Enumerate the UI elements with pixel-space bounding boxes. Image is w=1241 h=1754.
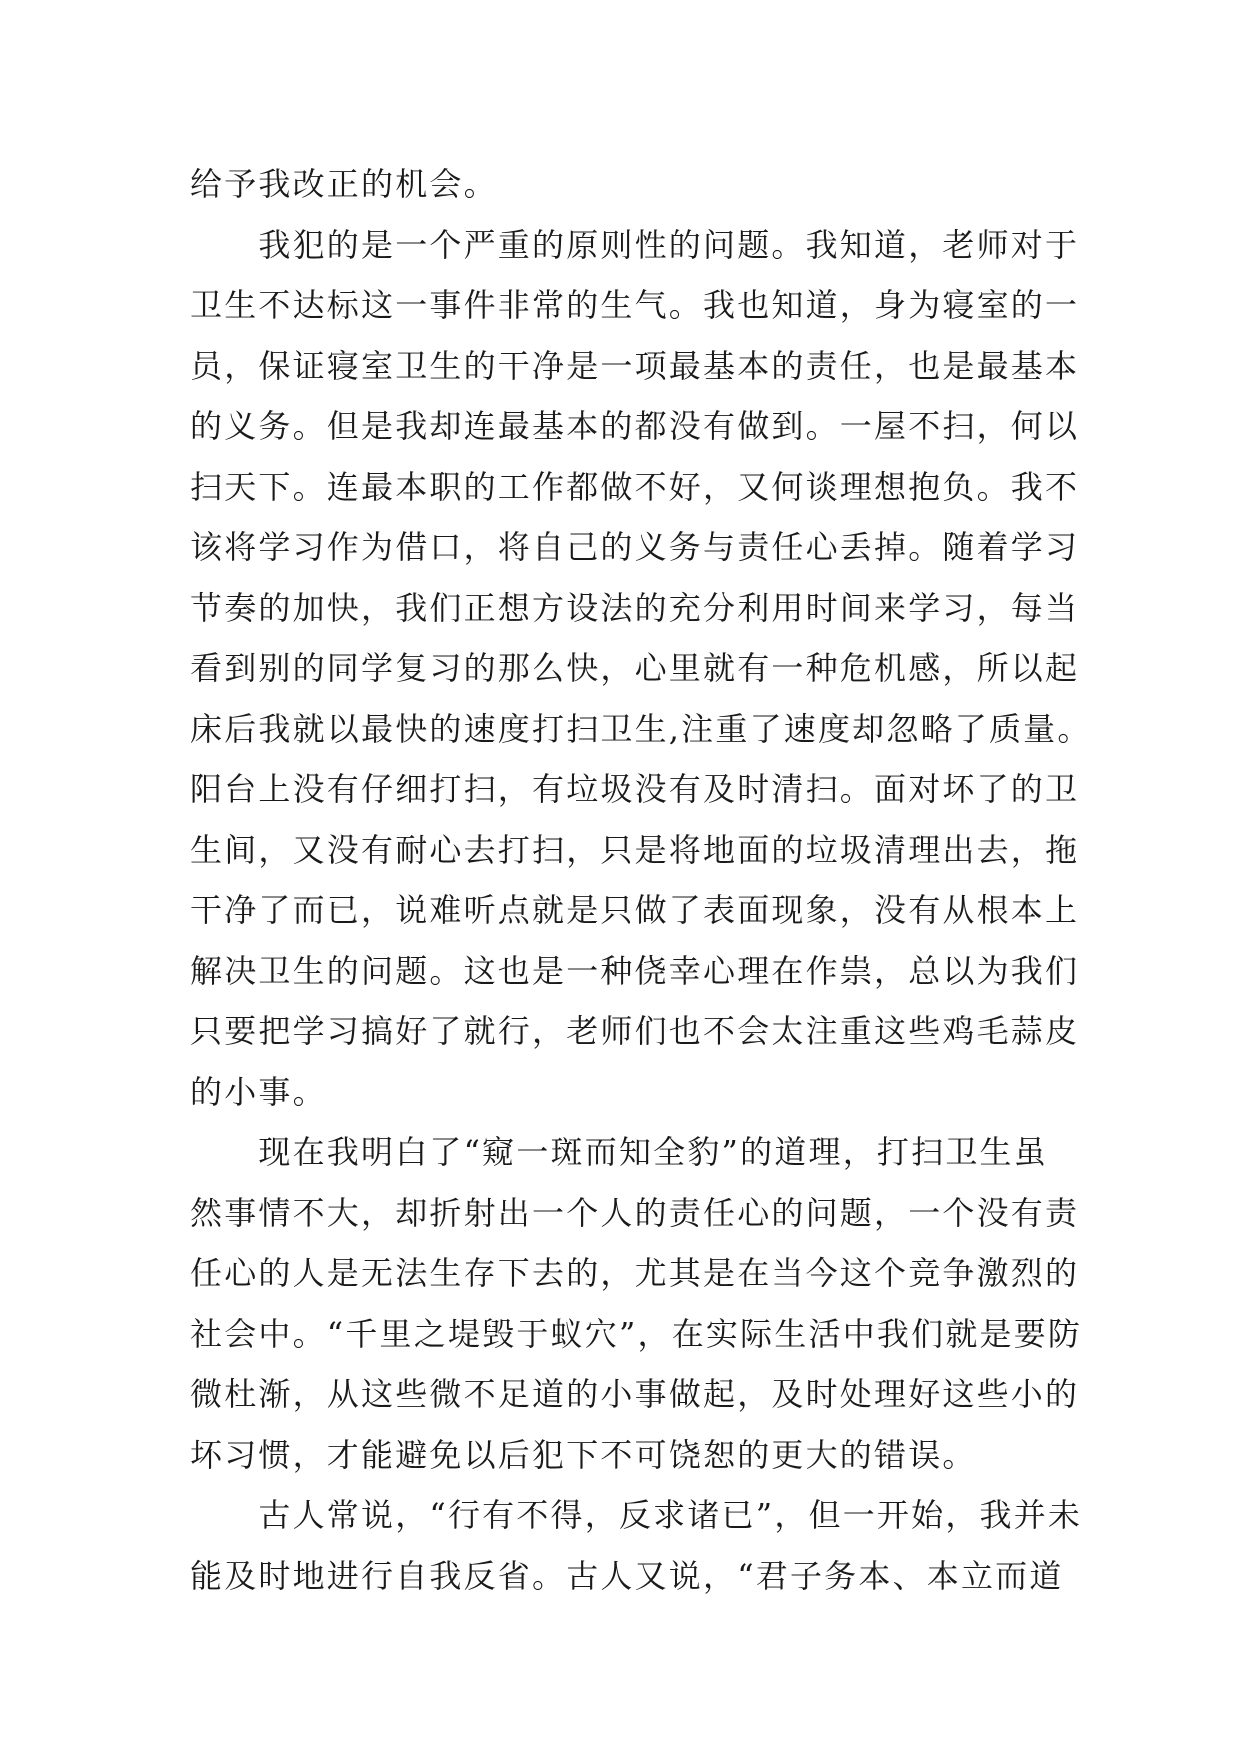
text-line: 现在我明白了“窥一斑而知全豹”的道理，打扫卫生虽: [190, 1133, 1048, 1171]
text-line: 坏习惯，才能避免以后犯下不可饶恕的更大的错误。: [190, 1435, 977, 1474]
text-line: 的小事。: [190, 1072, 327, 1111]
text-line: 给予我改正的机会。: [190, 165, 498, 203]
text-line: 生间，又没有耐心去打扫，只是将地面的垃圾清理出去，拖: [190, 830, 1080, 869]
body-text: [190, 154, 1092, 1606]
text-line: 阳台上没有仔细打扫，有垃圾没有及时清扫。面对坏了的卫: [190, 770, 1080, 808]
text-line: 社会中。“千里之堤毁于蚁穴”，在实际生活中我们就是要防: [190, 1314, 1083, 1353]
text-line: 我犯的是一个严重的原则性的问题。我知道，老师对于: [190, 225, 1080, 264]
text-line: 看到别的同学复习的那么快，心里就有一种危机感，所以起: [190, 649, 1080, 687]
text-line: 能及时地进行自我反省。古人又说，“君子务本、本立而道: [190, 1556, 1064, 1595]
text-line: 然事情不大，却折射出一个人的责任心的问题，一个没有责: [190, 1193, 1080, 1232]
text-line: 微杜渐，从这些微不足道的小事做起，及时处理好这些小的: [190, 1375, 1080, 1413]
text-line: 该将学习作为借口，将自己的义务与责任心丢掉。随着学习: [190, 528, 1080, 566]
text-line: 员，保证寝室卫生的干净是一项最基本的责任，也是最基本: [190, 346, 1080, 385]
text-line: 干净了而已，说难听点就是只做了表面现象，没有从根本上: [190, 891, 1080, 929]
text-line: 只要把学习搞好了就行，老师们也不会太注重这些鸡毛蒜皮: [190, 1012, 1080, 1050]
text-line: 扫天下。连最本职的工作都做不好，又何谈理想抱负。我不: [190, 467, 1080, 506]
text-line: 解决卫生的问题。这也是一种侥幸心理在作祟，总以为我们: [190, 951, 1080, 990]
text-line: 床后我就以最快的速度打扫卫生,注重了速度却忽略了质量。: [190, 709, 1092, 748]
text-line: 任心的人是无法生存下去的，尤其是在当今这个竞争激烈的: [190, 1254, 1080, 1292]
text-line: 的义务。但是我却连最基本的都没有做到。一屋不扫，何以: [190, 407, 1080, 445]
text-line: 卫生不达标这一事件非常的生气。我也知道，身为寝室的一: [190, 286, 1080, 324]
text-line: 节奏的加快，我们正想方设法的充分利用时间来学习，每当: [190, 588, 1080, 627]
text-line: 古人常说，“行有不得，反求诸已”，但一开始，我并未: [190, 1496, 1083, 1534]
